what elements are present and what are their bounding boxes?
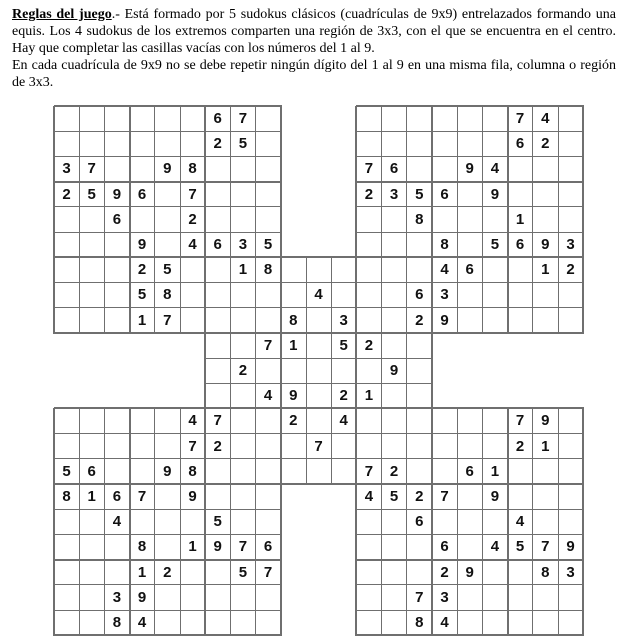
given-digit: 9 (213, 538, 222, 556)
given-digit: 2 (213, 135, 222, 153)
given-digit: 2 (415, 311, 424, 329)
given-digit: 9 (541, 236, 550, 253)
given-digit: 8 (112, 614, 122, 631)
given-digit: 6 (515, 135, 525, 153)
given-digit: 2 (389, 462, 399, 480)
given-digit: 2 (415, 488, 424, 505)
given-digit: 6 (465, 261, 474, 279)
given-digit: 2 (566, 261, 575, 279)
given-digit: 6 (415, 513, 424, 531)
given-digit: 2 (364, 185, 374, 203)
given-digit: 8 (137, 538, 147, 556)
given-digit: 7 (364, 462, 374, 480)
given-digit: 9 (112, 185, 122, 203)
given-digit: 5 (238, 135, 248, 153)
given-digit: 9 (163, 160, 172, 178)
given-digit: 4 (137, 614, 147, 631)
given-digit: 3 (566, 236, 575, 253)
given-digit: 7 (163, 311, 172, 329)
given-digit: 9 (289, 387, 298, 405)
given-digit: 4 (490, 538, 500, 556)
given-digit: 3 (440, 286, 449, 304)
grid-line-vertical (79, 408, 80, 636)
grid-line-vertical (53, 408, 55, 636)
given-digit: 1 (137, 311, 147, 329)
given-digit: 5 (415, 185, 424, 203)
given-digit: 7 (515, 110, 525, 127)
given-digit: 9 (465, 563, 474, 581)
given-digit: 6 (440, 538, 449, 556)
given-digit: 4 (440, 261, 449, 279)
given-digit: 8 (62, 488, 71, 505)
given-digit: 4 (314, 286, 323, 304)
given-digit: 9 (188, 488, 197, 505)
given-digit: 6 (465, 462, 474, 480)
given-digit: 5 (389, 488, 399, 505)
given-digit: 2 (515, 437, 525, 455)
given-digit: 1 (188, 538, 197, 556)
given-digit: 3 (62, 160, 71, 178)
given-digit: 4 (188, 412, 197, 430)
given-digit: 6 (213, 110, 222, 127)
given-digit: 4 (112, 513, 122, 531)
given-digit: 5 (490, 236, 500, 253)
given-digit: 9 (566, 538, 575, 556)
given-digit: 3 (566, 563, 575, 581)
given-digit: 6 (415, 286, 424, 304)
given-digit: 8 (415, 210, 424, 228)
given-digit: 1 (541, 437, 550, 455)
given-digit: 7 (263, 336, 273, 354)
given-digit: 9 (440, 311, 449, 329)
given-digit: 5 (515, 538, 525, 556)
given-digit: 7 (263, 563, 273, 581)
given-digit: 4 (490, 160, 500, 178)
given-digit: 4 (515, 513, 525, 531)
given-digit: 1 (137, 563, 147, 581)
given-digit: 9 (137, 588, 147, 606)
given-digit: 8 (289, 311, 298, 329)
given-digit: 3 (440, 588, 449, 606)
given-digit: 1 (364, 387, 374, 405)
given-digit: 9 (541, 412, 550, 430)
given-digit: 4 (263, 387, 273, 405)
given-digit: 2 (137, 261, 147, 279)
given-digit: 9 (490, 185, 500, 203)
grid-line-vertical (79, 106, 80, 334)
given-digit: 6 (112, 488, 122, 505)
given-digit: 6 (112, 210, 122, 228)
given-digit: 7 (440, 488, 449, 505)
given-digit: 5 (62, 462, 71, 480)
given-digit: 4 (188, 236, 197, 253)
given-digit: 7 (515, 412, 525, 430)
given-digit: 8 (188, 462, 197, 480)
given-digit: 4 (541, 110, 550, 127)
given-digit: 5 (213, 513, 222, 531)
rules-detail: En cada cuadrícula de 9x9 no se debe repetir ningún dígito del 1 al 9 en una misma fila, columna o región de 3x3. (12, 58, 616, 90)
given-digit: 2 (440, 563, 449, 581)
given-digit: 4 (440, 614, 449, 631)
given-digit: 6 (440, 185, 449, 203)
given-digit: 7 (364, 160, 374, 178)
given-digit: 3 (238, 236, 248, 253)
given-digit: 2 (289, 412, 298, 430)
given-digit: 7 (238, 538, 248, 556)
rules-title: Reglas del juego (12, 7, 112, 22)
grid-line-vertical (53, 106, 55, 334)
given-digit: 6 (263, 538, 273, 556)
grid-line-vertical (582, 106, 584, 334)
given-digit: 7 (314, 437, 323, 455)
given-digit: 5 (163, 261, 172, 279)
given-digit: 6 (389, 160, 399, 178)
given-digit: 7 (213, 412, 222, 430)
given-digit: 5 (339, 336, 348, 354)
given-digit: 8 (188, 160, 197, 178)
given-digit: 7 (415, 588, 424, 606)
given-digit: 2 (541, 135, 550, 153)
given-digit: 8 (163, 286, 172, 304)
given-digit: 8 (263, 261, 273, 279)
given-digit: 6 (87, 462, 96, 480)
grid-line-vertical (482, 106, 483, 334)
given-digit: 9 (389, 362, 399, 379)
given-digit: 5 (238, 563, 248, 581)
grid-line-horizontal (356, 634, 584, 636)
given-digit: 2 (339, 387, 348, 405)
given-digit: 4 (364, 488, 374, 505)
grid-line-horizontal (54, 634, 282, 636)
given-digit: 8 (541, 563, 550, 581)
given-digit: 7 (188, 437, 197, 455)
given-digit: 6 (137, 185, 147, 203)
rules-intro: .- Está formado por 5 sudokus clásicos (cuadrículas de 9x9) entrelazados formando una equis. Los 4 sudokus de los extremos comparten una región de 3x3, con el que se encuentra en el centro. Hay que completar las casillas vacías con los números del 1 al 9. (12, 7, 617, 56)
given-digit: 1 (238, 261, 248, 279)
given-digit: 5 (87, 185, 96, 203)
given-digit: 1 (515, 210, 525, 228)
given-digit: 2 (213, 437, 222, 455)
given-digit: 8 (415, 614, 424, 631)
given-digit: 8 (440, 236, 449, 253)
given-digit: 7 (188, 185, 197, 203)
given-digit: 1 (541, 261, 550, 279)
given-digit: 7 (137, 488, 147, 505)
given-digit: 3 (389, 185, 399, 203)
given-digit: 2 (62, 185, 71, 203)
grid-line-horizontal (54, 610, 282, 611)
given-digit: 7 (87, 160, 96, 178)
given-digit: 3 (112, 588, 122, 606)
given-digit: 7 (541, 538, 550, 556)
grid-line-vertical (482, 408, 483, 636)
given-digit: 2 (188, 210, 197, 228)
given-digit: 2 (238, 362, 248, 379)
given-digit: 9 (137, 236, 147, 253)
grid-line-vertical (582, 408, 584, 636)
given-digit: 5 (137, 286, 147, 304)
given-digit: 9 (163, 462, 172, 480)
grid-line-horizontal (356, 610, 584, 611)
given-digit: 1 (289, 336, 298, 354)
given-digit: 9 (465, 160, 474, 178)
given-digit: 3 (339, 311, 348, 329)
given-digit: 2 (163, 563, 172, 581)
given-digit: 1 (87, 488, 96, 505)
given-digit: 5 (263, 236, 273, 253)
grid-line-horizontal (54, 407, 584, 409)
given-digit: 4 (339, 412, 348, 430)
given-digit: 7 (238, 110, 248, 127)
given-digit: 9 (490, 488, 500, 505)
given-digit: 6 (515, 236, 525, 253)
given-digit: 6 (213, 236, 222, 253)
given-digit: 1 (490, 462, 500, 480)
given-digit: 2 (364, 336, 374, 354)
